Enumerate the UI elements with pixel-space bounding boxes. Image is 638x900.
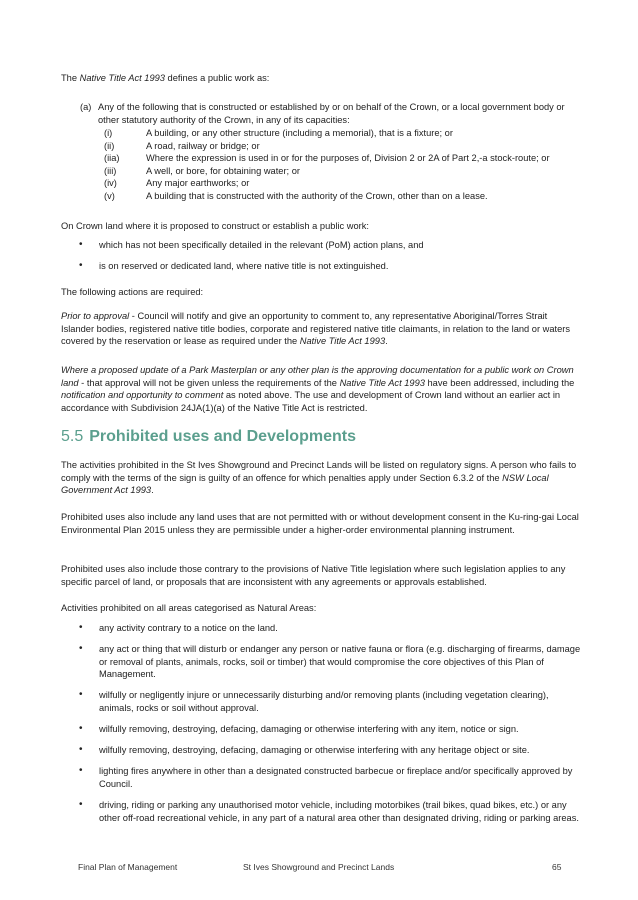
natural-areas-bullets	[61, 622, 581, 833]
list-item-text: driving, riding or parking any unauthorised motor vehicle, including motorbikes (trail bikes, quad bikes, etc.) or any other off-road recreational vehicle, in any part of a natural area other than designated driving, riding or parking areas.	[99, 799, 579, 823]
bullet-icon: •	[79, 643, 83, 655]
prohibited-p1-end: .	[151, 485, 154, 496]
subitem-number: (iia)	[104, 153, 120, 164]
masterplan-act: Native Title Act 1993	[339, 377, 425, 388]
subitem-text: Where the expression is used in or for the purposes of, Division 2 or 2A of Part 2,-a stock-route; or	[146, 153, 550, 164]
footer-page-number: 65	[552, 862, 562, 872]
masterplan-lead: Where a proposed update of a Park Masterplan or any other plan is the approving documentation for a public work on Crown land	[61, 365, 574, 388]
subitem-number: (ii)	[104, 140, 115, 151]
footer-site-name: St Ives Showground and Precinct Lands	[243, 862, 395, 872]
list-item	[61, 744, 581, 757]
list-item-text: wilfully or negligently injure or unnecessarily disturbing and/or removing plants (including vegetation clearing), animals, rocks or soil without approval.	[99, 690, 549, 713]
subitem	[80, 127, 580, 140]
list-item	[61, 622, 581, 635]
list-item	[61, 643, 581, 681]
subitem-text: A building, or any other structure (including a memorial), that is a fixture; or	[146, 128, 453, 138]
list-item	[61, 799, 581, 824]
list-item-text: is on reserved or dedicated land, where native title is not extinguished.	[99, 260, 389, 271]
actions-required: The following actions are required:	[61, 287, 204, 297]
bullet-icon: •	[79, 239, 83, 250]
item-a	[80, 101, 580, 126]
bullet-icon: •	[79, 622, 83, 633]
natural-areas-intro: Activities prohibited on all areas categorised as Natural Areas:	[61, 603, 317, 613]
bullet-icon: •	[79, 798, 83, 810]
subitem-text: A road, railway or bridge; or	[146, 140, 260, 151]
list-item-text: any activity contrary to a notice on the land.	[99, 623, 278, 633]
prohibited-paragraph-2: Prohibited uses also include any land uses that are not permitted with or without development consent in the Ku-ring-gai Local Environmental Plan 2015 unless they are permissible under a higher-order environmental planning instrument.	[61, 512, 579, 535]
masterplan-notification: notification and opportunity to comment	[61, 390, 224, 401]
bullet-icon: •	[79, 765, 83, 777]
prior-approval-end: .	[385, 336, 388, 347]
bullet-icon: •	[79, 723, 83, 735]
subitem-number: (i)	[104, 128, 113, 138]
footer-document-title: Final Plan of Management	[78, 862, 178, 872]
masterplan-text-2: have been addressed, including the	[424, 377, 575, 388]
prior-approval-paragraph	[61, 310, 581, 348]
subitem-text: A building that is constructed with the authority of the Crown, other than on a lease.	[146, 190, 488, 201]
prohibited-paragraph-3: Prohibited uses also include those contrary to the provisions of Native Title legislation where such legislation applies to any specific parcel of land, or proposals that are inconsistent with any agreements or approvals established.	[61, 564, 566, 587]
subitem	[80, 140, 580, 153]
intro-paragraph	[61, 72, 581, 85]
masterplan-paragraph	[61, 364, 581, 414]
list-item-text: wilfully removing, destroying, defacing, damaging or otherwise interfering with any heritage object or site.	[99, 745, 530, 756]
subitem	[80, 152, 580, 165]
section-title: Prohibited uses and Developments	[89, 428, 356, 445]
list-item	[61, 260, 581, 273]
list-item	[61, 239, 581, 252]
bullet-icon: •	[79, 744, 83, 756]
masterplan-text-1: - that approval will not be given unless the requirements of the	[78, 377, 340, 388]
prohibited-paragraph-1	[61, 459, 581, 497]
subitem	[80, 165, 580, 178]
list-item	[61, 689, 581, 714]
prior-approval-text: - Council will notify and give an opportunity to comment to, any representative Aboriginal/Torres Strait Islander bodies, registered native title bodies, corporate and registered native title claimants, in relation to the land or waters covered by the reservation or lease as required under the	[61, 311, 571, 347]
intro-pre: The	[61, 73, 80, 83]
list-item	[61, 765, 581, 790]
subitem-number: (iv)	[104, 178, 117, 189]
prohibited-p1-act: NSW Local Government Act 1993	[61, 472, 549, 496]
intro-act-title: Native Title Act 1993	[79, 73, 165, 83]
list-item-text: wilfully removing, destroying, defacing, damaging or otherwise interfering with any item, notice or sign.	[99, 724, 519, 735]
bullet-icon: •	[79, 259, 83, 271]
list-item-text: which has not been specifically detailed in the relevant (PoM) action plans, and	[99, 240, 424, 250]
prior-approval-act: Native Title Act 1993	[299, 336, 386, 347]
list-item	[61, 723, 581, 736]
subitem-text: Any major earthworks; or	[146, 178, 250, 189]
subitem-text: A well, or bore, for obtaining water; or	[146, 165, 300, 176]
item-a-sublist	[80, 127, 580, 203]
prior-approval-lead: Prior to approval	[61, 311, 130, 321]
list-item-text: any act or thing that will disturb or endanger any person or native fauna or flora (e.g. discharging of firearms, damage or removal of plants, animals, rocks, soil or timber) that would compromise the core objectives of this Plan of Management.	[99, 644, 581, 680]
crown-land-intro: On Crown land where it is proposed to construct or establish a public work:	[61, 221, 369, 231]
subitem	[80, 190, 580, 203]
subitem-number: (iii)	[104, 165, 117, 176]
masterplan-text-3: as noted above. The use and development of Crown land without an earlier act in accordance with Subdivision 24JA(1)(a) of the Native Title Act is restricted.	[61, 390, 561, 413]
section-number: 5.5	[61, 428, 84, 445]
subitem	[80, 177, 580, 190]
item-a-text: Any of the following that is constructed or established by or on behalf of the Crown, or a local government body or other statutory authority of the Crown, in any of its capacities:	[98, 102, 565, 125]
bullet-icon: •	[79, 689, 83, 701]
subitem-number: (v)	[104, 190, 115, 201]
intro-post: defines a public work as:	[164, 73, 270, 83]
section-heading	[61, 427, 356, 447]
crown-land-bullets	[61, 239, 581, 281]
item-a-label: (a)	[80, 102, 92, 112]
prohibited-p1-text: The activities prohibited in the St Ives Showground and Precinct Lands will be listed on regulatory signs. A person who fails to comply with the terms of the sign is guilty of an offence for which penalties apply under Section 6.3.2 of the	[61, 460, 577, 483]
list-item-text: lighting fires anywhere in other than a designated constructed barbecue or fireplace and/or specifically approved by Council.	[99, 766, 573, 789]
